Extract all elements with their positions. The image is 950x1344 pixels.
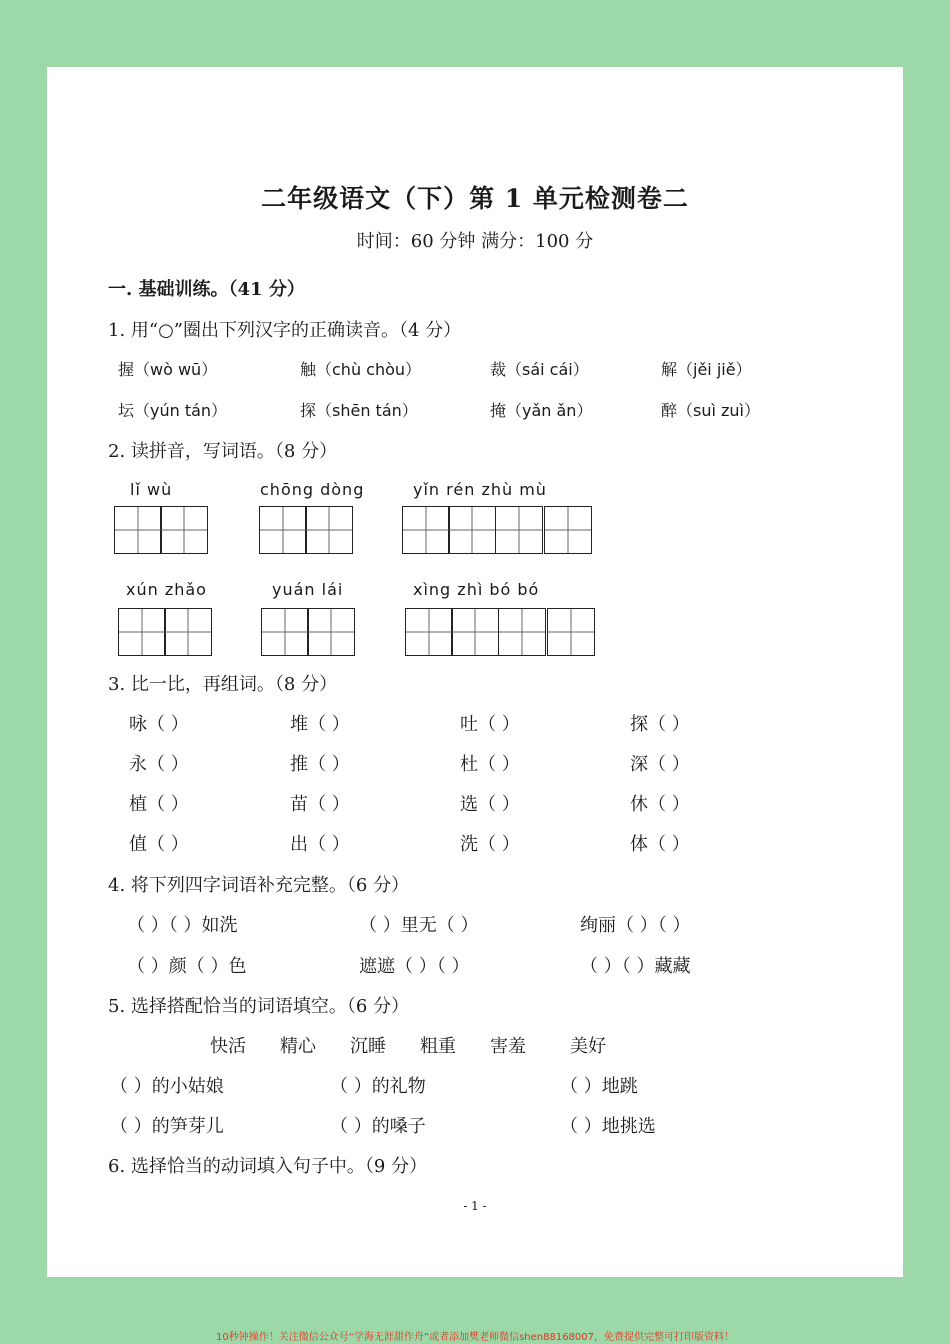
word-bank-item: 害羞 — [490, 1036, 526, 1057]
q1-item: 握（wò wū） — [118, 360, 218, 379]
q3-item: 苗（ ） — [290, 794, 350, 815]
writing-cell[interactable] — [451, 608, 499, 656]
q1-item: 坛（yún tán） — [118, 401, 228, 420]
q1-item: 解（jěi jiě） — [661, 360, 752, 379]
q5-item: （ ）的嗓子 — [330, 1116, 426, 1137]
writing-cell[interactable] — [118, 608, 166, 656]
pinyin-prompt: xìng zhì bó bó — [413, 580, 540, 599]
q1-item: 裁（sái cái） — [490, 360, 589, 379]
q4-item: （ ）（ ）藏藏 — [580, 956, 691, 977]
writing-cell[interactable] — [498, 608, 546, 656]
q1-item: 触（chù chòu） — [300, 360, 422, 379]
writing-grid[interactable] — [119, 608, 212, 656]
q3-item: 休（ ） — [630, 794, 690, 815]
writing-cell[interactable] — [448, 506, 496, 554]
writing-grid[interactable] — [406, 608, 595, 656]
word-bank-item: 精心 — [280, 1036, 316, 1057]
writing-grid[interactable] — [115, 506, 208, 554]
time-and-score: 时间：60 分钟 满分：100 分 — [356, 231, 594, 252]
q5-item: （ ）的小姑娘 — [110, 1076, 224, 1097]
q3-item: 出（ ） — [290, 834, 350, 855]
writing-cell[interactable] — [114, 506, 162, 554]
writing-cell[interactable] — [307, 608, 355, 656]
q5-item: （ ）的礼物 — [330, 1076, 426, 1097]
q4-item: （ ）颜（ ）色 — [127, 956, 247, 977]
q3-item: 永（ ） — [129, 754, 189, 775]
page-title: 二年级语文（下）第 1 单元检测卷二 — [261, 184, 689, 213]
pinyin-prompt: chōng dòng — [260, 480, 365, 499]
pinyin-prompt: xún zhǎo — [126, 580, 207, 599]
q5-item: （ ）的笋芽儿 — [110, 1116, 224, 1137]
q3-item: 堆（ ） — [290, 714, 350, 735]
question-6-label: 6. 选择恰当的动词填入句子中。（9 分） — [108, 1156, 428, 1177]
word-bank-item: 美好 — [570, 1036, 606, 1057]
writing-cell[interactable] — [259, 506, 307, 554]
writing-cell[interactable] — [160, 506, 208, 554]
q3-item: 吐（ ） — [460, 714, 520, 735]
section-1-heading: 一. 基础训练。（41 分） — [108, 279, 305, 300]
question-2-label: 2. 读拼音，写词语。（8 分） — [108, 441, 338, 462]
q3-item: 探（ ） — [630, 714, 690, 735]
pinyin-prompt: yuán lái — [272, 580, 344, 599]
q3-item: 值（ ） — [129, 834, 189, 855]
q3-item: 植（ ） — [129, 794, 189, 815]
q4-item: 遮遮（ ）（ ） — [359, 956, 470, 977]
writing-cell[interactable] — [261, 608, 309, 656]
page-number: - 1 - — [463, 1199, 487, 1213]
writing-cell[interactable] — [544, 506, 592, 554]
q3-item: 选（ ） — [460, 794, 520, 815]
writing-cell[interactable] — [164, 608, 212, 656]
q5-item: （ ）地跳 — [560, 1076, 638, 1097]
q3-item: 推（ ） — [290, 754, 350, 775]
word-bank-item: 粗重 — [420, 1036, 456, 1057]
q1-item: 醉（suì zuì） — [661, 401, 760, 420]
word-bank-item: 快活 — [210, 1036, 246, 1057]
writing-cell[interactable] — [405, 608, 453, 656]
q1-item: 探（shēn tán） — [300, 401, 418, 420]
promo-footer: 10秒钟操作！关注微信公众号“学海无涯甜作舟”或者添加樊老师微信shen88168007，免费提供完整可打印版资料！ — [215, 1332, 735, 1343]
q1-item: 掩（yǎn ǎn） — [490, 401, 593, 420]
word-bank-item: 沉睡 — [350, 1036, 386, 1057]
worksheet-page — [47, 67, 903, 1277]
question-3-label: 3. 比一比，再组词。（8 分） — [108, 674, 338, 695]
q4-item: （ ）里无（ ） — [359, 915, 479, 936]
question-5-label: 5. 选择搭配恰当的词语填空。（6 分） — [108, 996, 410, 1017]
q3-item: 洗（ ） — [460, 834, 520, 855]
pinyin-prompt: lǐ wù — [130, 480, 173, 499]
writing-grid[interactable] — [403, 506, 592, 554]
writing-cell[interactable] — [495, 506, 543, 554]
q3-item: 杜（ ） — [460, 754, 520, 775]
question-4-label: 4. 将下列四字词语补充完整。（6 分） — [108, 875, 410, 896]
q4-item: （ ）（ ）如洗 — [127, 915, 238, 936]
writing-grid[interactable] — [262, 608, 355, 656]
writing-grid[interactable] — [260, 506, 353, 554]
q5-item: （ ）地挑选 — [560, 1116, 656, 1137]
writing-cell[interactable] — [547, 608, 595, 656]
q3-item: 体（ ） — [630, 834, 690, 855]
writing-cell[interactable] — [402, 506, 450, 554]
q3-item: 深（ ） — [630, 754, 690, 775]
pinyin-prompt: yǐn rén zhù mù — [413, 480, 547, 499]
q4-item: 绚丽（ ）（ ） — [580, 915, 691, 936]
writing-cell[interactable] — [305, 506, 353, 554]
question-1-label: 1. 用“○”圈出下列汉字的正确读音。（4 分） — [108, 320, 462, 341]
q3-item: 咏（ ） — [129, 714, 189, 735]
